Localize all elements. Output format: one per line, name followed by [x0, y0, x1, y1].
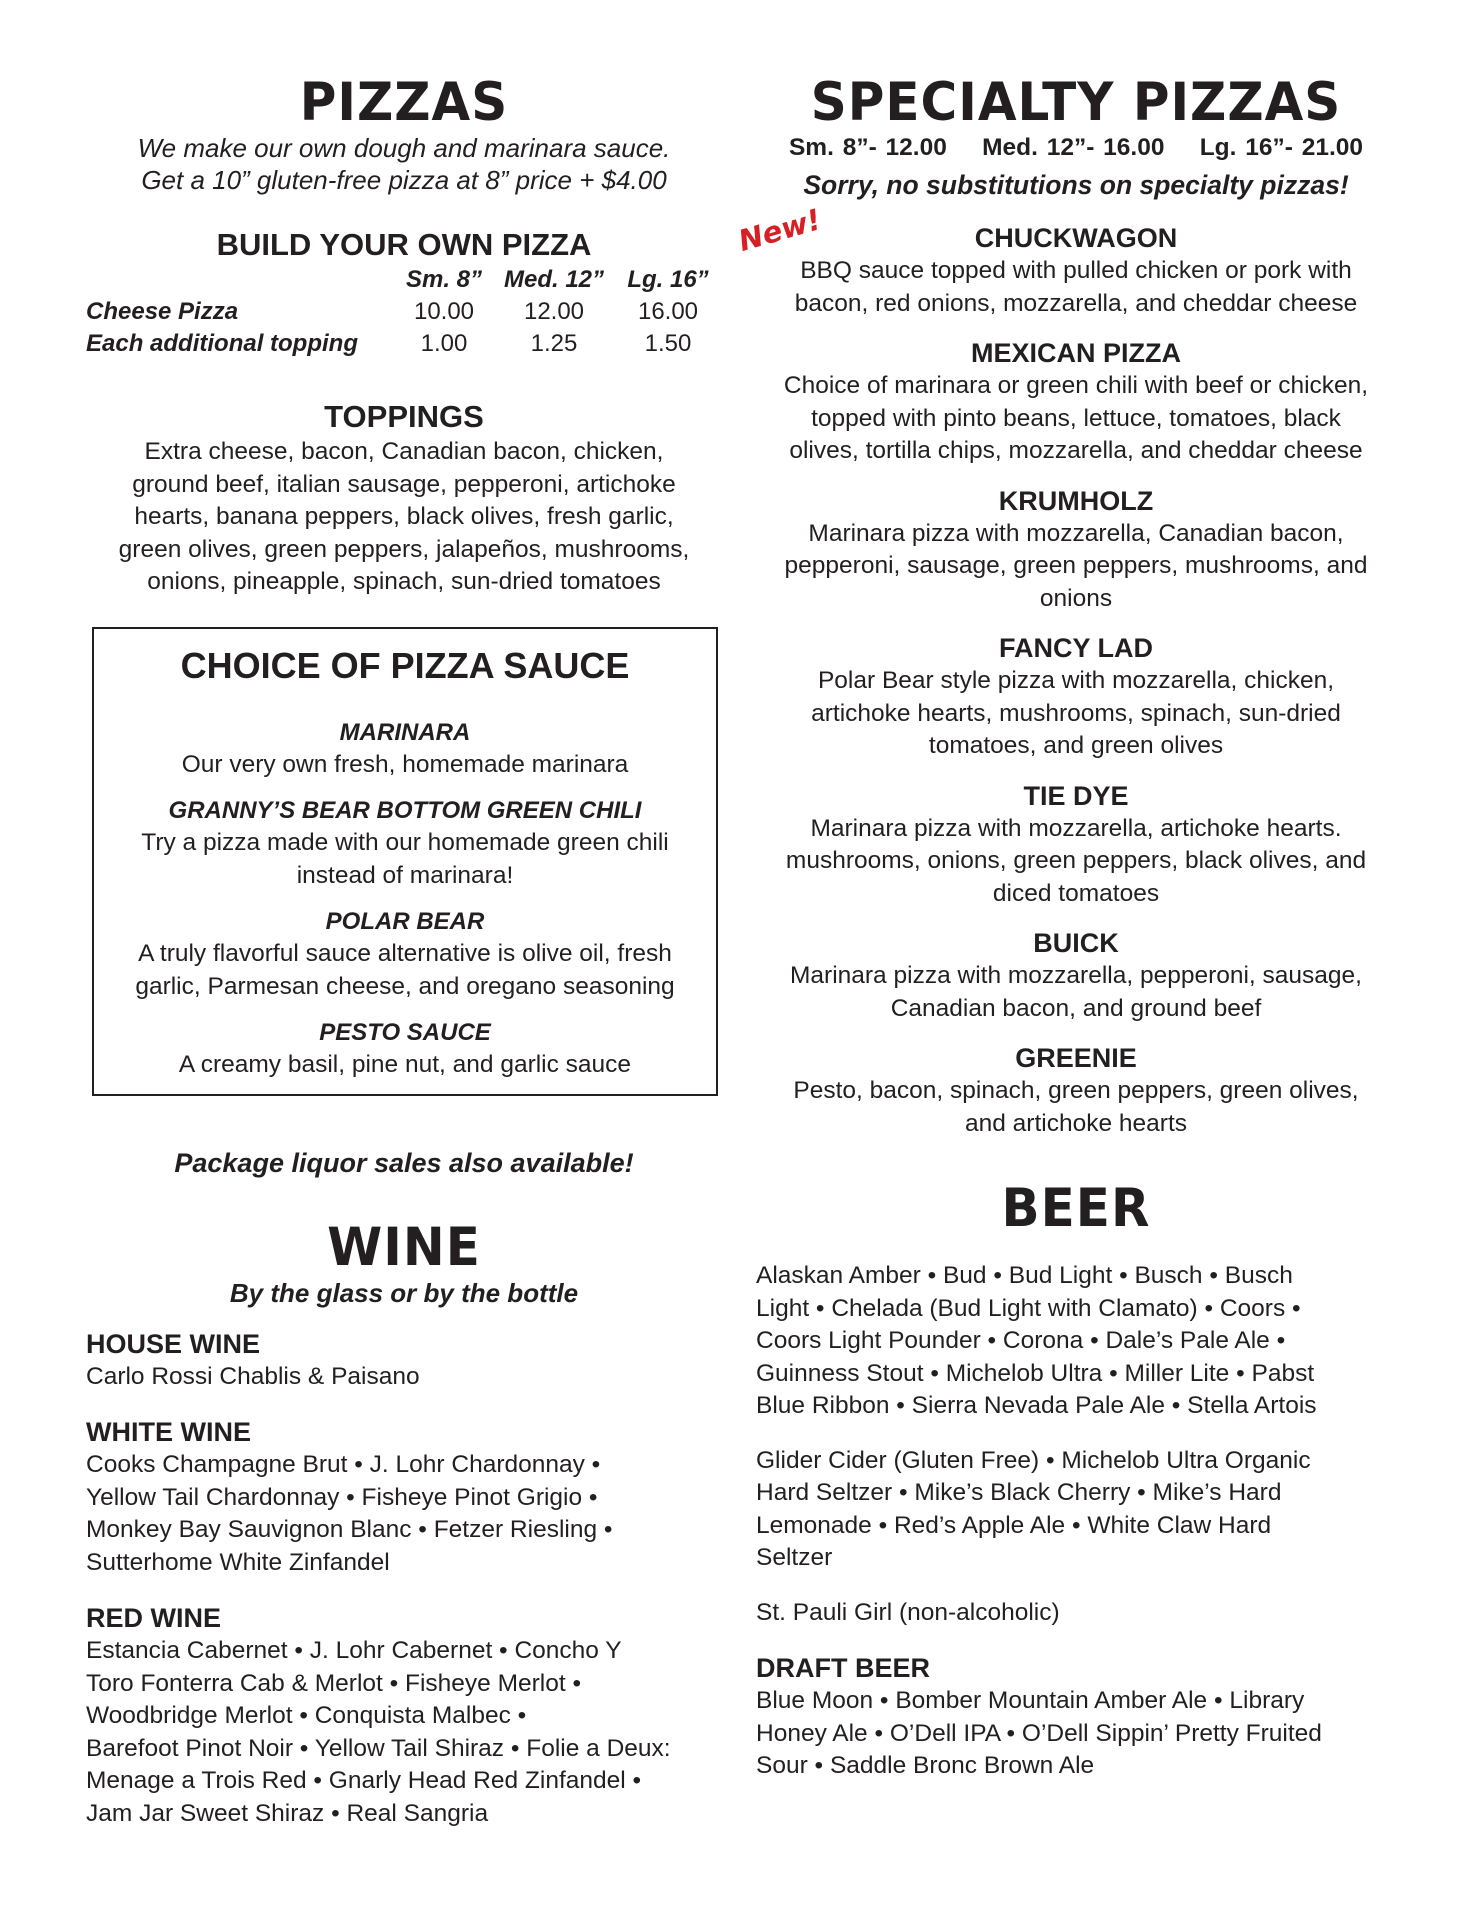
draft-beer-heading: DRAFT BEER — [756, 1653, 930, 1683]
wine-list-house: Carlo Rossi Chablis & Paisano — [86, 1362, 420, 1390]
wine-list-red — [86, 1635, 722, 1830]
pizza-desc-line: topped with pinto beans, lettuce, tomatoes, black — [811, 404, 1341, 432]
pizza-desc-buick — [756, 960, 1396, 1025]
beer-line: Alaskan Amber • Bud • Bud Light • Busch • Busch — [756, 1262, 1293, 1289]
pizza-desc-line: olives, tortilla chips, mozzarella, and cheddar cheese — [789, 437, 1363, 464]
pizza-desc-line: Choice of marinara or green chili with beef or chicken, — [783, 372, 1369, 399]
pizza-desc-line: Marinara pizza with mozzarella, pepperoni, sausage, — [790, 962, 1362, 989]
wine-line: Toro Fonterra Cab & Merlot • Fisheye Merlot • — [86, 1669, 582, 1697]
wine-line: Cooks Champagne Brut • J. Lohr Chardonnay • — [86, 1451, 601, 1478]
beer-line: Sour • Saddle Bronc Brown Ale — [756, 1752, 1095, 1779]
wine-line: Jam Jar Sweet Shiraz • Real Sangria — [86, 1799, 489, 1827]
beer-line: Hard Seltzer • Mike’s Black Cherry • Mike’s Hard — [756, 1479, 1282, 1506]
row-label-cheese: Cheese Pizza — [86, 298, 239, 325]
pizza-desc-line: Marinara pizza with mozzarella, Canadian bacon, — [808, 519, 1344, 547]
pizza-desc-line: diced tomatoes — [992, 879, 1160, 907]
sauce-heading: CHOICE OF PIZZA SAUCE — [180, 644, 630, 686]
price-cheese-large: 16.00 — [637, 298, 699, 325]
beer-line: Guinness Stout • Michelob Ultra • Miller Lite • Pabst — [756, 1359, 1315, 1387]
price-cheese-medium: 12.00 — [523, 298, 585, 325]
specialty-list — [756, 221, 1396, 1140]
pizza-desc-chuckwagon — [756, 255, 1396, 320]
wine-list-white — [86, 1449, 722, 1579]
draft-beer-list — [756, 1685, 1396, 1783]
beer-line: Glider Cider (Gluten Free) • Michelob Ultra Organic — [756, 1446, 1311, 1474]
pizza-name-tie-dye: TIE DYE — [1023, 780, 1129, 811]
price-cheese-small: 10.00 — [413, 298, 475, 325]
pizza-desc-greenie — [756, 1075, 1396, 1140]
specialty-sizes: Sm. 8”- 12.00 Med. 12”- 16.00 Lg. 16”- 21.00 — [788, 134, 1364, 161]
pizza-desc-line: Marinara pizza with mozzarella, artichoke hearts. — [810, 814, 1342, 842]
toppings-line: ground beef, italian sausage, pepperoni, artichoke — [132, 470, 676, 498]
sauce-desc-polar-bear — [112, 938, 698, 1003]
build-your-own-heading: BUILD YOUR OWN PIZZA — [216, 227, 592, 262]
beer-group-3: St. Pauli Girl (non-alcoholic) — [756, 1598, 1060, 1626]
pizza-desc-line: artichoke hearts, mushrooms, spinach, sun-dried — [811, 699, 1341, 727]
price-topping-small: 1.00 — [420, 330, 468, 357]
beer-line: Blue Moon • Bomber Mountain Amber Ale • Library — [756, 1687, 1305, 1714]
wine-category-house: HOUSE WINE — [86, 1328, 261, 1359]
row-label-topping: Each additional topping — [86, 330, 358, 357]
beer-group-1 — [756, 1260, 1396, 1423]
toppings-section — [86, 398, 722, 599]
toppings-heading: TOPPINGS — [324, 399, 484, 434]
pizzas-subtitle-1: We make our own dough and marinara sauce. — [137, 133, 671, 163]
wine-line: Monkey Bay Sauvignon Blanc • Fetzer Riesling • — [86, 1516, 613, 1543]
wine-section — [86, 1217, 722, 1831]
liquor-note: Package liquor sales also available! — [174, 1147, 634, 1178]
wine-category-white: WHITE WINE — [86, 1417, 251, 1447]
right-column — [756, 72, 1396, 1783]
sauce-desc-pesto: A creamy basil, pine nut, and garlic sauce — [178, 1051, 632, 1078]
pizza-desc-line: BBQ sauce topped with pulled chicken or pork with — [800, 257, 1352, 284]
price-table — [86, 264, 722, 360]
sauce-desc-line: A truly flavorful sauce alternative is olive oil, fresh — [138, 940, 672, 967]
beer-line: Lemonade • Red’s Apple Ale • White Claw Hard — [756, 1511, 1272, 1539]
pizza-desc-line: Polar Bear style pizza with mozzarella, chicken, — [817, 667, 1335, 694]
specialty-note: Sorry, no substitutions on specialty pizzas! — [803, 170, 1349, 200]
wine-line: Woodbridge Merlot • Conquista Malbec • — [86, 1702, 527, 1729]
pizza-desc-line: mushrooms, onions, green peppers, black olives, and — [785, 847, 1367, 874]
sauce-desc-marinara: Our very own fresh, homemade marinara — [181, 750, 629, 778]
price-table-corner — [86, 264, 394, 296]
pizza-desc-line: bacon, red onions, mozzarella, and cheddar cheese — [794, 289, 1358, 317]
toppings-line: green olives, green peppers, jalapeños, mushrooms, — [118, 535, 690, 563]
wine-line: Yellow Tail Chardonnay • Fisheye Pinot Grigio • — [86, 1483, 598, 1511]
toppings-line: onions, pineapple, spinach, sun-dried tomatoes — [147, 568, 661, 595]
pizza-desc-line: onions — [1039, 584, 1113, 612]
wine-title: WINE — [327, 1216, 481, 1277]
specialty-title: SPECIALTY PIZZAS — [810, 71, 1342, 133]
beer-line: Honey Ale • O’Dell IPA • O’Dell Sippin’ Pretty Fruited — [756, 1719, 1322, 1747]
pizza-name-chuckwagon: CHUCKWAGON — [974, 223, 1178, 253]
pizza-desc-line: and artichoke hearts — [965, 1109, 1187, 1137]
beer-line: Blue Ribbon • Sierra Nevada Pale Ale • Stella Artois — [756, 1392, 1317, 1419]
sauce-desc-line: instead of marinara! — [296, 861, 514, 889]
build-your-own-section — [86, 226, 722, 360]
beer-title: BEER — [1001, 1177, 1151, 1239]
sauce-name-green-chili: GRANNY’S BEAR BOTTOM GREEN CHILI — [168, 797, 642, 824]
pizza-name-mexican: MEXICAN PIZZA — [970, 338, 1181, 368]
wine-line: Barefoot Pinot Noir • Yellow Tail Shiraz • Folie a Deux: — [86, 1734, 671, 1762]
pizza-name-greenie: GREENIE — [1015, 1043, 1137, 1073]
wine-line: Menage a Trois Red • Gnarly Head Red Zinfandel • — [86, 1767, 642, 1794]
pizza-name-fancy-lad: FANCY LAD — [998, 633, 1153, 663]
sauce-name-polar-bear: POLAR BEAR — [325, 908, 485, 935]
pizza-desc-line: Canadian bacon, and ground beef — [890, 994, 1262, 1022]
size-header-small: Sm. 8” — [405, 266, 483, 293]
wine-line: Estancia Cabernet • J. Lohr Cabernet • Concho Y — [86, 1637, 622, 1664]
price-topping-large: 1.50 — [644, 330, 692, 357]
wine-subtitle: By the glass or by the bottle — [229, 1277, 579, 1308]
pizza-desc-fancy-lad — [756, 665, 1396, 763]
toppings-line: hearts, banana peppers, black olives, fresh garlic, — [134, 503, 674, 530]
sauce-box — [92, 627, 718, 1096]
wine-line: Sutterhome White Zinfandel — [86, 1548, 390, 1576]
sauce-desc-green-chili — [112, 827, 698, 892]
sauce-desc-line: Try a pizza made with our homemade green chili — [141, 829, 669, 856]
beer-line: Seltzer — [756, 1544, 833, 1571]
pizza-desc-line: Pesto, bacon, spinach, green peppers, green olives, — [793, 1077, 1359, 1104]
pizzas-title: PIZZAS — [299, 71, 509, 133]
sauce-name-pesto: PESTO SAUCE — [319, 1019, 491, 1046]
left-column — [86, 72, 722, 1852]
pizzas-subtitle-2: Get a 10” gluten-free pizza at 8” price + $4.00 — [141, 165, 667, 195]
beer-group-2 — [756, 1445, 1396, 1575]
pizza-desc-tie-dye — [756, 813, 1396, 911]
pizza-desc-krumholz — [756, 518, 1396, 616]
size-header-medium: Med. 12” — [503, 266, 605, 293]
toppings-line: Extra cheese, bacon, Canadian bacon, chicken, — [144, 438, 664, 465]
beer-line: Light • Chelada (Bud Light with Clamato) • Coors • — [756, 1294, 1301, 1322]
new-badge: New! — [734, 202, 825, 258]
pizza-name-buick: BUICK — [1033, 928, 1119, 958]
beer-section — [756, 1178, 1396, 1783]
pizza-desc-mexican — [756, 370, 1396, 468]
wine-category-red: RED WINE — [86, 1603, 221, 1633]
pizza-desc-line: tomatoes, and green olives — [928, 732, 1224, 759]
sauce-name-marinara: MARINARA — [339, 718, 471, 746]
beer-line: Coors Light Pounder • Corona • Dale’s Pale Ale • — [756, 1327, 1286, 1354]
pizza-desc-line: pepperoni, sausage, green peppers, mushrooms, and — [784, 552, 1368, 579]
sauce-desc-line: garlic, Parmesan cheese, and oregano seasoning — [135, 972, 675, 1000]
size-header-large: Lg. 16” — [627, 266, 709, 293]
price-topping-medium: 1.25 — [530, 330, 578, 357]
pizza-name-krumholz: KRUMHOLZ — [998, 485, 1154, 516]
